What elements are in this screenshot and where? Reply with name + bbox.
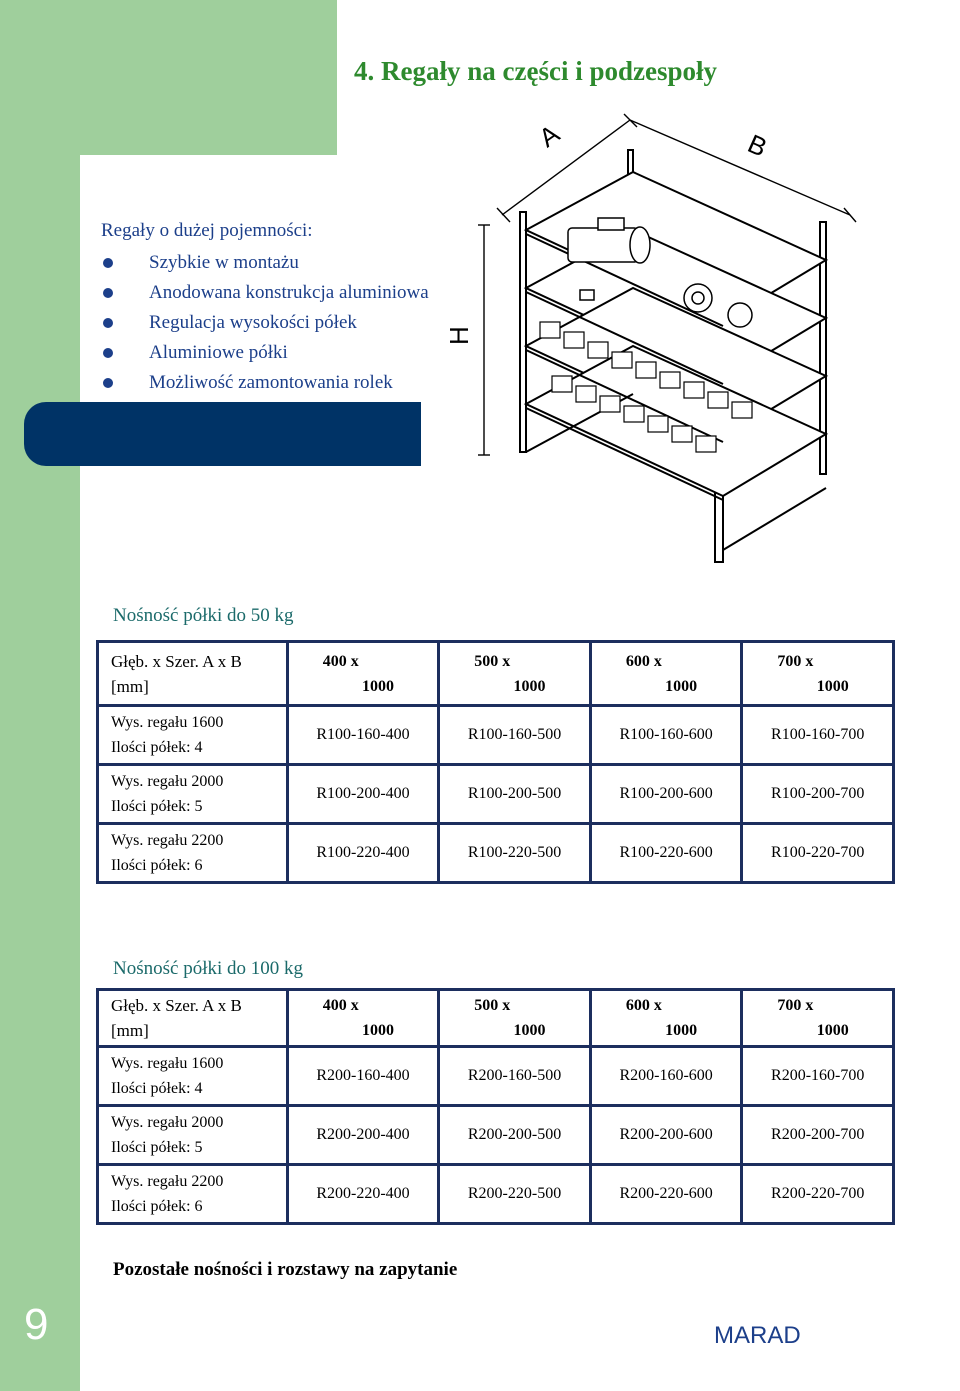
dimension-label-a: A [533,118,565,154]
product-code: R100-160-600 [590,706,742,765]
section-title-50kg: Nośność półki do 50 kg [113,605,294,626]
product-code: R200-220-700 [742,1165,894,1224]
bullet-icon [103,318,113,328]
dimension-header [742,642,894,706]
dimension-header [742,990,894,1047]
table-header-row [98,990,894,1047]
dimension-depth: 600 x [625,652,662,670]
product-code: R100-200-700 [742,765,894,824]
dimension-header [439,990,591,1047]
row-shelves-label: Ilości półek: 4 [111,739,203,756]
dimension-depth: 700 x [777,652,814,670]
row-label-cell [98,765,288,824]
row-shelves-label: Ilości półek: 5 [111,798,203,815]
dimension-label-h: H [444,326,474,345]
table-row [98,1165,894,1224]
dimension-depth: 600 x [625,997,662,1014]
row-shelves-label: Ilości półek: 6 [111,857,203,874]
row-height-label: Wys. regału 2000 [111,1114,224,1131]
navy-accent-tab [24,402,421,466]
spec-table-100kg [96,988,895,1225]
feature-text: Anodowana konstrukcja aluminiowa [149,282,429,303]
product-code: R200-160-700 [742,1047,894,1106]
left-green-strip [0,0,80,1391]
product-code: R100-200-500 [439,765,591,824]
product-code: R100-220-400 [287,824,439,883]
product-code: R200-160-500 [439,1047,591,1106]
table-row [98,1106,894,1165]
feature-text: Możliwość zamontowania rolek [149,372,393,393]
bullet-icon [103,348,113,358]
product-code: R200-220-400 [287,1165,439,1224]
dimension-depth: 500 x [474,997,511,1014]
product-code: R200-160-600 [590,1047,742,1106]
table-row [98,1047,894,1106]
product-code: R200-200-500 [439,1106,591,1165]
product-code: R200-220-600 [590,1165,742,1224]
shelving-rack-drawing [440,110,940,580]
row-height-label: Wys. regału 2000 [111,773,224,790]
row-height-label: Wys. regału 2200 [111,832,224,849]
footer-note: Pozostałe nośności i rozstawy na zapytanie [113,1259,458,1280]
header-label-cell [98,990,288,1047]
product-code: R100-220-500 [439,824,591,883]
header-unit: [mm] [111,676,149,696]
product-code: R100-160-700 [742,706,894,765]
row-label-cell [98,1106,288,1165]
feature-item [101,338,429,368]
feature-text: Szybkie w montażu [149,252,299,273]
dimension-header [287,990,439,1047]
dimension-width: 1000 [361,1022,394,1039]
dimension-width: 1000 [665,677,698,695]
row-height-label: Wys. regału 1600 [111,1055,224,1072]
dimension-header [590,990,742,1047]
page-title: 4. Regały na części i podzespoły [354,56,717,86]
table-row [98,765,894,824]
dimension-header [590,642,742,706]
row-shelves-label: Ilości półek: 4 [111,1080,203,1097]
product-code: R100-200-400 [287,765,439,824]
brand-logo: MARAD [714,1322,801,1349]
dimension-width: 1000 [665,1022,698,1039]
bullet-icon [103,288,113,298]
product-code: R100-200-600 [590,765,742,824]
dimension-width: 1000 [816,677,849,695]
product-code: R200-200-400 [287,1106,439,1165]
page-number: 9 [24,1300,49,1349]
intro-block [101,218,429,398]
dimension-header [439,642,591,706]
dimension-width: 1000 [513,677,546,695]
dimension-width: 1000 [513,1022,546,1039]
row-label-cell [98,706,288,765]
feature-item [101,308,429,338]
header-label-line: Głęb. x Szer. A x B [111,996,242,1015]
bullet-icon [103,258,113,268]
dimension-depth: 400 x [322,997,359,1014]
dimension-width: 1000 [361,677,394,695]
feature-item [101,248,429,278]
dimension-depth: 400 x [322,652,359,670]
row-label-cell [98,1047,288,1106]
dimension-header [287,642,439,706]
table-row [98,824,894,883]
dimension-depth: 500 x [474,652,511,670]
feature-item [101,278,429,308]
row-label-cell [98,824,288,883]
row-shelves-label: Ilości półek: 5 [111,1139,203,1156]
header-label-cell [98,642,288,706]
bullet-icon [103,378,113,388]
dimension-width: 1000 [816,1022,849,1039]
header-label-line: Głęb. x Szer. A x B [111,651,242,671]
section-title-100kg: Nośność półki do 100 kg [113,958,303,979]
top-green-block [0,0,337,155]
product-code: R200-200-600 [590,1106,742,1165]
product-code: R200-200-700 [742,1106,894,1165]
feature-text: Regulacja wysokości półek [149,312,357,333]
dimension-depth: 700 x [777,997,814,1014]
product-code: R100-220-700 [742,824,894,883]
feature-list [101,248,429,398]
row-height-label: Wys. regału 2200 [111,1173,224,1190]
product-code: R100-160-500 [439,706,591,765]
row-shelves-label: Ilości półek: 6 [111,1198,203,1215]
spec-table-50kg [96,640,895,884]
product-code: R100-220-600 [590,824,742,883]
intro-heading: Regały o dużej pojemności: [101,220,313,241]
feature-text: Aluminiowe półki [149,342,288,363]
dimension-label-b: B [743,128,772,163]
product-code: R200-220-500 [439,1165,591,1224]
product-code: R200-160-400 [287,1047,439,1106]
table-header-row [98,642,894,706]
table-row [98,706,894,765]
row-height-label: Wys. regału 1600 [111,714,224,731]
product-code: R100-160-400 [287,706,439,765]
feature-item [101,368,429,398]
row-label-cell [98,1165,288,1224]
header-unit: [mm] [111,1021,149,1040]
